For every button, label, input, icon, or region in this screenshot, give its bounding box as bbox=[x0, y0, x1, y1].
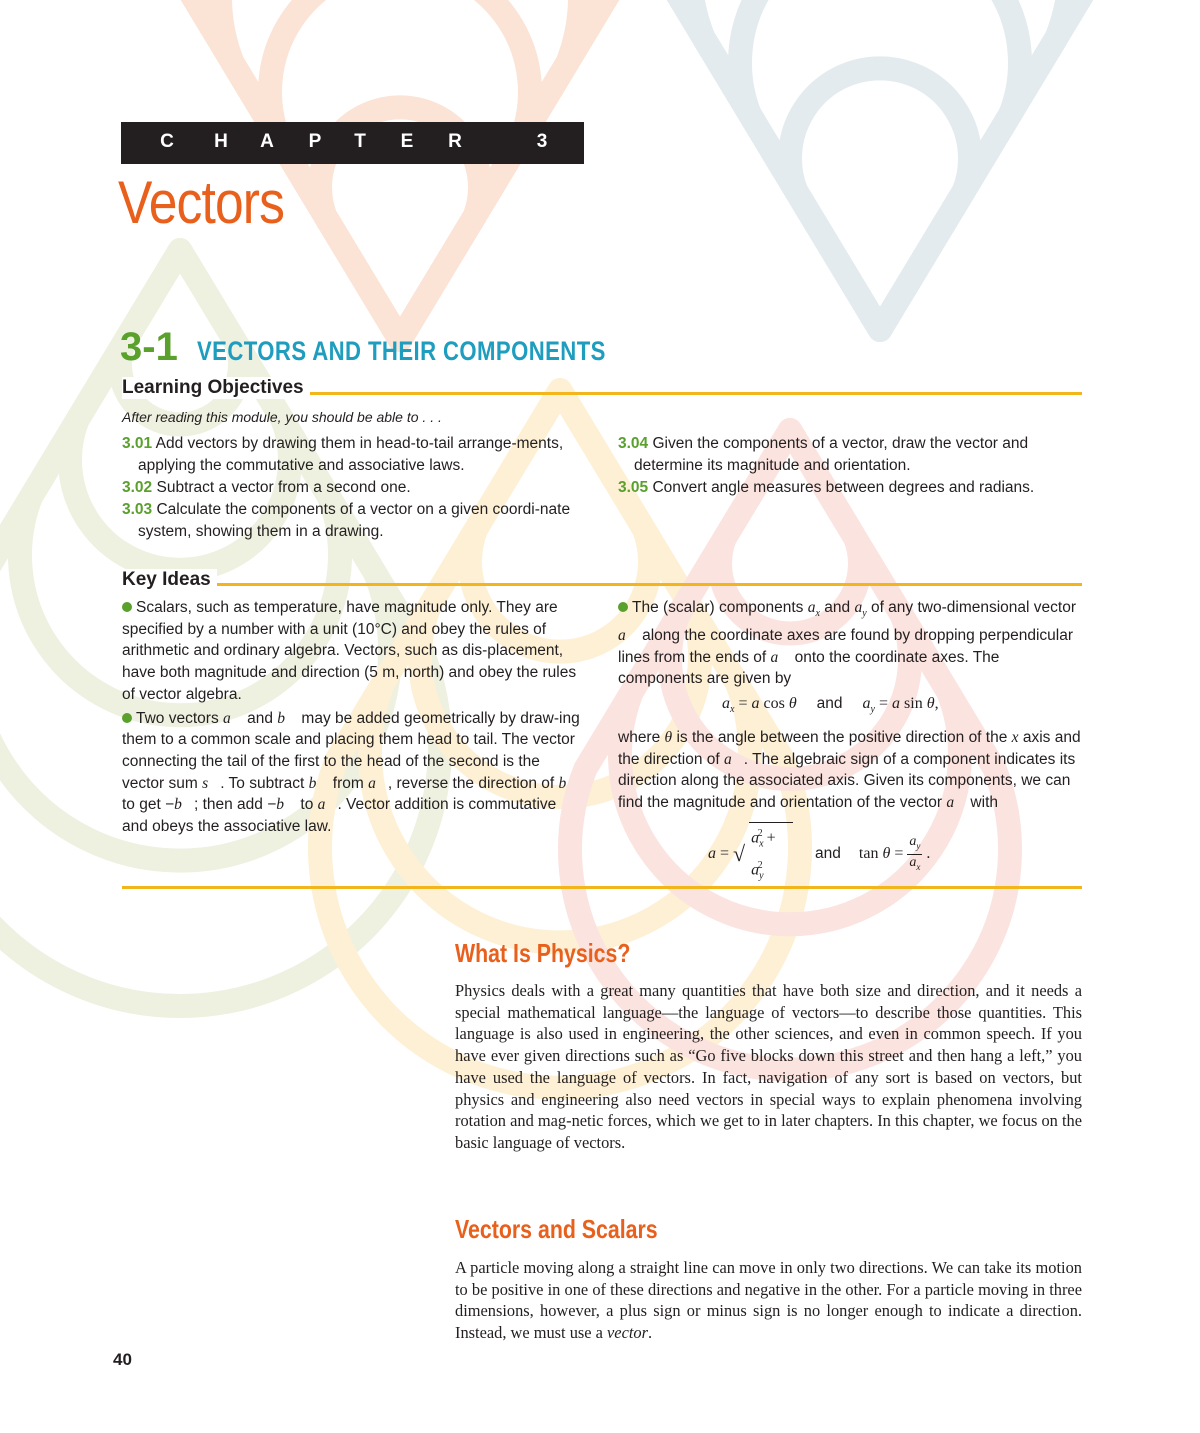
key-ideas-bottom-rule bbox=[122, 886, 1082, 889]
vectors-and-scalars-paragraph bbox=[455, 1257, 1082, 1344]
objective-number: 3.04 bbox=[618, 435, 649, 452]
key-idea-text: Scalars, such as temperature, have magnitude only. They are specified by a number with a unit (10°C) and obey the rules of arithmetic and ordinary algebra. Vectors, such as dis-placement, have both magnitude and direction (5 m, north) and obey the rules of vector algebra. bbox=[122, 599, 577, 703]
vector-a-symbol: a⃗ bbox=[723, 750, 744, 768]
key-idea-item bbox=[618, 597, 1083, 690]
objective-number: 3.03 bbox=[122, 501, 153, 518]
section-heading-what-is-physics: What Is Physics? bbox=[455, 938, 631, 968]
objectives-intro: After reading this module, you should be able to . . . bbox=[122, 409, 442, 425]
objective-item bbox=[618, 477, 1088, 499]
theta-symbol: θ bbox=[664, 728, 673, 746]
key-ideas-rule bbox=[122, 583, 1082, 586]
objective-number: 3.05 bbox=[618, 479, 649, 496]
key-idea-text: , reverse the direction of bbox=[387, 774, 559, 792]
objective-text: Add vectors by drawing them in head-to-tail arrange-ments, applying the commutative and associative laws. bbox=[138, 435, 564, 474]
key-idea-text: . The algebraic sign of a component indicates its direction along the associated axis. Given its components, we can find the magnitude and orientation of the vector bbox=[618, 750, 1076, 811]
objective-number: 3.02 bbox=[122, 479, 153, 496]
objective-text: Subtract a vector from a second one. bbox=[156, 479, 411, 496]
green-bullet-icon bbox=[122, 602, 132, 612]
module-title: VECTORS AND THEIR COMPONENTS bbox=[197, 336, 606, 366]
key-idea-text: ; then add − bbox=[193, 796, 277, 814]
key-idea-text: . Vector addition is commutative and obeys the associative law. bbox=[122, 796, 557, 836]
objective-text: Convert angle measures between degrees and radians. bbox=[652, 479, 1035, 496]
key-idea-text: axis and the direction of bbox=[618, 728, 1081, 768]
key-idea-item bbox=[122, 708, 584, 838]
vector-a-symbol: a⃗ bbox=[368, 774, 388, 792]
key-idea-item bbox=[122, 597, 584, 706]
vector-s-symbol: s⃗ bbox=[202, 774, 221, 792]
eq-ay: $a_y$ bbox=[862, 694, 875, 716]
learning-objectives-heading: Learning Objectives bbox=[122, 377, 310, 399]
vector-b-symbol: b⃗ bbox=[308, 774, 329, 792]
vector-b-symbol: b⃗ bbox=[277, 709, 298, 727]
objective-text: Calculate the components of a vector on a given coordi-nate system, showing them in a drawing. bbox=[138, 501, 571, 540]
key-ideas-heading: Key Ideas bbox=[122, 569, 217, 591]
component-equation: $a_x = a$ cos θ and $a_y = a$ sin θ, bbox=[722, 694, 939, 716]
key-idea-text: to bbox=[296, 796, 318, 814]
chapter-label-letter: R bbox=[448, 131, 462, 152]
eq-and: and bbox=[815, 845, 841, 863]
vector-a-symbol: a⃗ bbox=[770, 648, 791, 666]
vector-a-symbol: a⃗ bbox=[946, 793, 967, 811]
objective-item bbox=[122, 477, 592, 499]
key-idea-continuation bbox=[618, 727, 1083, 814]
key-idea-text: Two vectors bbox=[136, 709, 223, 727]
component-ax-symbol: $a_x$ bbox=[807, 599, 820, 620]
chapter-label-letter: A bbox=[260, 131, 274, 152]
key-idea-text: onto the coordinate axes. The components are given by bbox=[618, 648, 1000, 688]
key-idea-text: of any two-dimensional vector bbox=[866, 599, 1076, 616]
key-idea-text: and bbox=[242, 709, 278, 727]
vector-b-symbol: b⃗ bbox=[174, 796, 194, 814]
what-is-physics-paragraph: Physics deals with a great many quantities that have both size and direction, and it needs a special mathematical language—the language of vectors—to describe those quantities. This language is also used in engineering, the other sciences, and even in common speech. If you have ever given directions such as “Go five blocks down this street and then hang a left,” you have used the language of vectors. In fact, navigation of any sort is based on vectors, but physics and engineering also need vectors in special ways to explain phenomena involving rotation and mag-netic forces, which we get to in later chapters. In this chapter, we focus on the basic language of vectors. bbox=[455, 981, 1082, 1152]
key-idea-text: is the angle between the positive direction of the bbox=[672, 728, 1012, 746]
vector-a-symbol: a⃗ bbox=[223, 709, 243, 727]
objective-item bbox=[122, 433, 592, 477]
key-idea-text: The (scalar) components bbox=[632, 599, 808, 616]
chapter-label-letter: 3 bbox=[536, 131, 548, 152]
vector-b-symbol: b⃗ bbox=[558, 774, 579, 792]
eq-and: and bbox=[816, 694, 843, 712]
objective-number: 3.01 bbox=[122, 435, 153, 452]
objective-item bbox=[618, 433, 1088, 477]
chapter-title: Vectors bbox=[118, 169, 285, 236]
key-idea-text: where bbox=[618, 728, 665, 746]
green-bullet-icon bbox=[122, 713, 132, 723]
objectives-right-column bbox=[618, 433, 1088, 499]
vector-b-symbol: b⃗ bbox=[276, 796, 297, 814]
magnitude-equation: a = √ $a_x^2 + a_y^2$ and tan θ = $a_y$ $a_x$ . bbox=[708, 822, 1083, 887]
key-idea-text: and bbox=[819, 599, 855, 616]
key-ideas-right-column bbox=[618, 597, 1083, 887]
chapter-label-letter: P bbox=[308, 131, 322, 152]
vector-a-symbol: a⃗ bbox=[618, 626, 638, 644]
page-number: 40 bbox=[113, 1350, 132, 1369]
key-idea-text: to get − bbox=[122, 796, 175, 814]
section-heading-vectors-and-scalars: Vectors and Scalars bbox=[455, 1214, 658, 1244]
paragraph-text: . bbox=[647, 1323, 653, 1343]
key-ideas-left-column bbox=[122, 597, 584, 838]
key-idea-text: . To subtract bbox=[220, 774, 309, 792]
paragraph-text: A particle moving along a straight line can move in only two directions. We can take its motion to be positive in one of these directions and negative in the other. For a particle moving in three dimensions, however, a plus sign or minus sign is no longer enough to indicate a direction. Instead, we must use a bbox=[455, 1258, 1082, 1343]
component-ay-symbol: $a_y$ bbox=[854, 599, 867, 620]
vector-a-symbol: a⃗ bbox=[317, 796, 338, 814]
chapter-label-letter: T bbox=[354, 131, 366, 152]
chapter-label-letter: C bbox=[160, 131, 174, 152]
eq-ax: $a_x$ bbox=[722, 694, 735, 716]
paragraph-italic-term: vector bbox=[607, 1323, 648, 1343]
objective-text: Given the components of a vector, draw the vector and determine its magnitude and orientation. bbox=[634, 435, 1029, 474]
key-idea-text: may be added geometrically by draw-ing them to a common scale and placing them head to tail. The vector connecting the tail of the first to the head of the second is the vector sum bbox=[122, 709, 580, 792]
chapter-label-letter: E bbox=[400, 131, 414, 152]
chapter-label-bar bbox=[121, 122, 584, 164]
key-idea-text: along the coordinate axes are found by dropping perpendicular lines from the ends of bbox=[618, 626, 1073, 666]
key-idea-text: with bbox=[966, 793, 998, 811]
green-bullet-icon bbox=[618, 602, 628, 612]
module-number: 3-1 bbox=[120, 325, 178, 369]
objective-item bbox=[122, 499, 592, 543]
objectives-left-column bbox=[122, 433, 592, 543]
x-symbol: x bbox=[1011, 728, 1019, 746]
key-idea-text: from bbox=[328, 774, 369, 792]
chapter-label-letter: H bbox=[214, 131, 228, 152]
